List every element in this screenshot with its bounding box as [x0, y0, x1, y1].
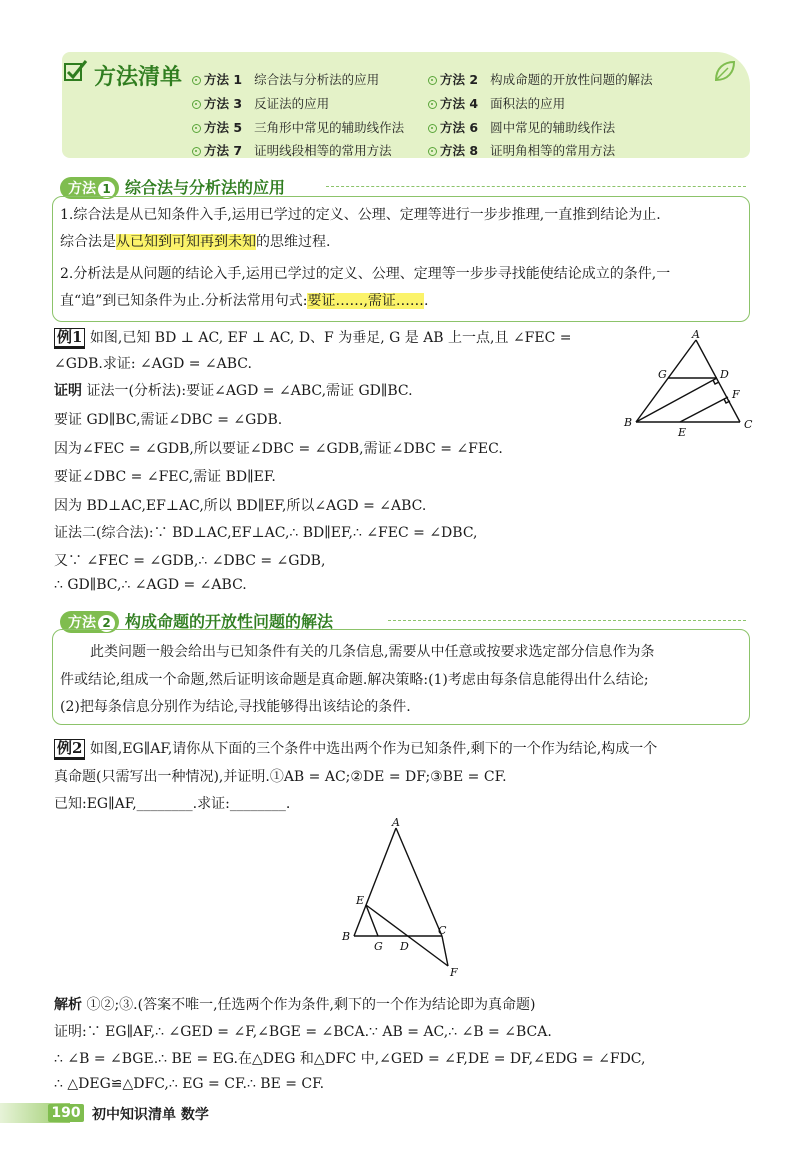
- section-1-para-1b: 综合法是从已知到可知再到未知的思维过程.: [60, 234, 331, 250]
- section-1-divider: [326, 186, 746, 187]
- segment-ef: [680, 397, 728, 422]
- section-1-para-2b: 直“追”到已知条件为止.分析法常用句式:要证……,需证…….: [60, 293, 429, 309]
- example-2-question-1: 例2 如图,EG∥AF,请你从下面的三个条件中选出两个作为已知条件,剩下的一个作为结论,构成一个: [54, 738, 657, 760]
- example-1-proof-line-7: 又∵ ∠FEC = ∠GDB,∴ ∠DBC = ∠GDB,: [54, 553, 326, 569]
- checkmark-icon: [64, 58, 88, 84]
- example-1-proof-line-1: 证明 证法一(分析法):要证∠AGD = ∠ABC,需证 GD∥BC.: [54, 383, 413, 399]
- segment-ab: [354, 828, 396, 936]
- label-a: A: [392, 818, 400, 829]
- segment-ac: [396, 828, 442, 936]
- section-2-line-3: (2)把每条信息分别作为结论,寻找能够得出该结论的条件.: [60, 699, 411, 715]
- example-2-analysis: 解析 ①②;③.(答案不唯一,任选两个作为条件,剩下的一个作为结论即为真命题): [54, 997, 536, 1013]
- section-2-divider: [388, 620, 746, 621]
- method-item-2: 方法 2 构成命题的开放性问题的解法: [428, 70, 653, 88]
- label-a: A: [692, 328, 700, 341]
- footer-title: 初中知识清单 数学: [92, 1107, 209, 1123]
- example-2-figure: [330, 818, 470, 980]
- section-2-line-2: 件或结论,组成一个命题,然后证明该命题是真命题.解决策略:(1)考虑由每条信息能得出什么结论;: [60, 672, 649, 688]
- example-2-proof-line-1: 证明:∵ EG∥AF,∴ ∠GED = ∠F,∠BGE = ∠BCA.∵ AB = AC,∴ ∠B = ∠BCA.: [54, 1024, 552, 1040]
- label-b: B: [342, 930, 351, 943]
- example-2-proof-line-2: ∴ ∠B = ∠BGE.∴ BE = EG.在△DEG 和△DFC 中,∠GED = ∠F,DE = DF,∠EDG = ∠FDC,: [54, 1051, 646, 1067]
- example-1-question-2: ∠GDB.求证: ∠AGD = ∠ABC.: [54, 356, 252, 372]
- method-item-5: 方法 5 三角形中常见的辅助线作法: [192, 118, 404, 136]
- label-e: E: [356, 894, 365, 907]
- label-f: F: [450, 966, 458, 979]
- page-number: 190: [48, 1104, 84, 1122]
- example-1-proof-line-4: 要证∠DBC = ∠FEC,需证 BD∥EF.: [54, 469, 276, 485]
- method-item-1: 方法 1 综合法与分析法的应用: [192, 70, 379, 88]
- segment-bd: [636, 378, 717, 422]
- section-1-para-2a: 2.分析法是从问题的结论入手,运用已学过的定义、公理、定理等一步步寻找能使结论成立的条件,一: [60, 266, 671, 282]
- example-1-proof-line-5: 因为 BD⊥AC,EF⊥AC,所以 BD∥EF,所以∠AGD = ∠ABC.: [54, 498, 427, 514]
- label-d: D: [720, 368, 729, 381]
- label-f: F: [732, 388, 740, 401]
- method-item-6: 方法 6 圆中常见的辅助线作法: [428, 118, 615, 136]
- segment-ab: [636, 340, 696, 422]
- method-item-3: 方法 3 反证法的应用: [192, 94, 329, 112]
- method-item-4: 方法 4 面积法的应用: [428, 94, 565, 112]
- example-1-question-1: 例1 如图,已知 BD ⊥ AC, EF ⊥ AC, D、F 为垂足, G 是 AB 上一点,且 ∠FEC =: [54, 327, 572, 349]
- method-item-8: 方法 8 证明角相等的常用方法: [428, 141, 615, 159]
- leaf-icon: [712, 58, 738, 84]
- section-1-para-1a: 1.综合法是从已知条件入手,运用已学过的定义、公理、定理等进行一步步推理,一直推到结论为止.: [60, 207, 661, 223]
- method-item-7: 方法 7 证明线段相等的常用方法: [192, 141, 392, 159]
- section-2-header: 方法 2 构成命题的开放性问题的解法: [60, 609, 333, 633]
- label-e: E: [678, 426, 687, 439]
- example-2-question-2: 真命题(只需写出一种情况),并证明.①AB = AC;②DE = DF;③BE = CF.: [54, 769, 507, 785]
- label-b: B: [624, 416, 633, 429]
- example-1-figure: [618, 328, 758, 440]
- method-list-title: 方法清单: [94, 65, 183, 90]
- label-c: C: [438, 924, 447, 937]
- label-c: C: [744, 418, 753, 431]
- section-1-header: 方法 1 综合法与分析法的应用: [60, 175, 285, 199]
- example-1-proof-line-6: 证法二(综合法):∵ BD⊥AC,EF⊥AC,∴ BD∥EF,∴ ∠FEC = ∠DBC,: [54, 525, 478, 541]
- section-2-line-1: 此类问题一般会给出与已知条件有关的几条信息,需要从中任意或按要求选定部分信息作为条: [90, 644, 655, 660]
- label-g: G: [658, 368, 667, 381]
- example-2-proof-line-3: ∴ △DEG≌△DFC,∴ EG = CF.∴ BE = CF.: [54, 1076, 325, 1092]
- example-1-proof-line-8: ∴ GD∥BC,∴ ∠AGD = ∠ABC.: [54, 577, 247, 593]
- example-2-question-3: 已知:EG∥AF,________.求证:________.: [54, 796, 291, 812]
- example-1-proof-line-3: 因为∠FEC = ∠GDB,所以要证∠DBC = ∠GDB,需证∠DBC = ∠FEC.: [54, 441, 503, 457]
- example-1-proof-line-2: 要证 GD∥BC,需证∠DBC = ∠GDB.: [54, 412, 283, 428]
- label-d: D: [400, 940, 409, 953]
- label-g: G: [374, 940, 383, 953]
